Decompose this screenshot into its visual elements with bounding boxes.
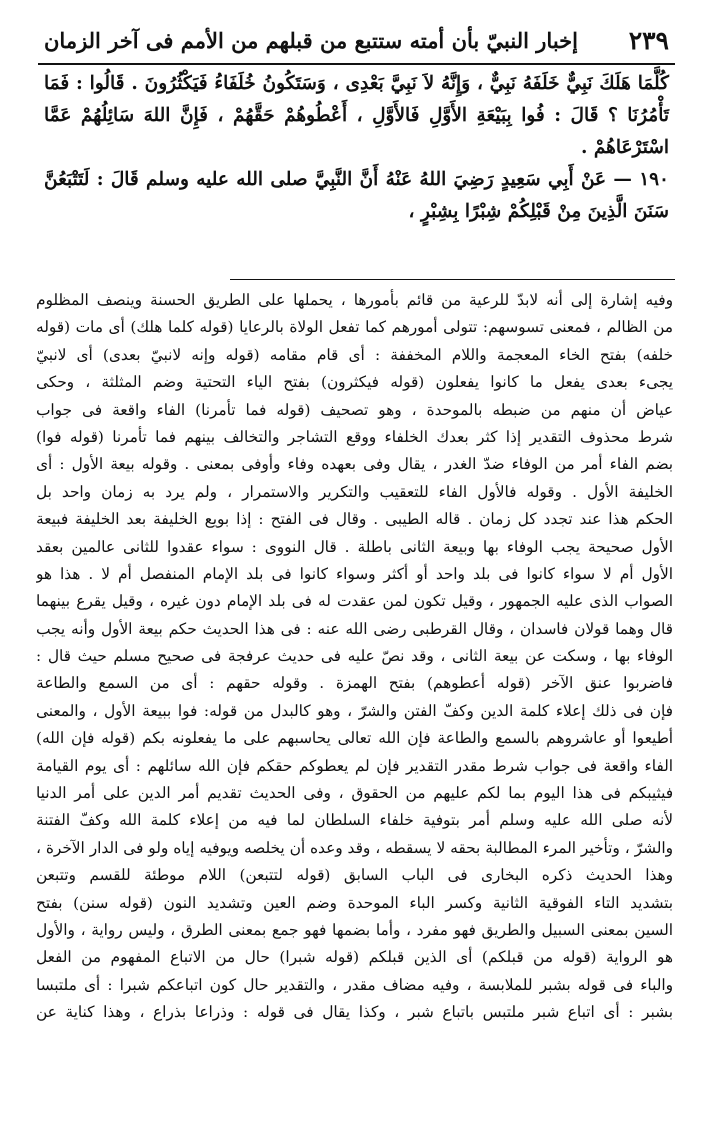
commentary-line: فيثيبكم فى هذا اليوم بما لكم عليهم من الحقوق ، وفى الحديث تقديم أمر الدين على أمر الدنيا (36, 784, 673, 803)
commentary-line: يجىء بعدى يفعل ما كانوا يفعلون (قوله فيكثرون) بفتح الياء التحتية وضم المثلثة ، وحكى (36, 373, 673, 392)
header-rule (38, 63, 675, 65)
commentary-line: الفاء واقعة فى جواب شرط مقدر التقدير فإن لم يعطوكم حقكم فإن الله سائلهم : أى يوم القيامة (36, 756, 673, 775)
commentary-line: عياض أن منهم من ضبطه بالموحدة ، وهو تصحيف (قوله فما تأمرنا) الفاء واقعة فى جواب (36, 400, 673, 419)
commentary-line: خلفه) بفتح الخاء المعجمة واللام المخففة : أى قام مقامه (قوله وإنه لانبيّ بعدى) أى لانبيّ (36, 345, 673, 364)
hadith-paragraph-190: ١٩٠ — عَنْ أَبِي سَعِيدٍ رَضِيَ اللهُ عَنْهُ أَنَّ النَّبِيَّ صلى الله عليه وسلم قَالَ : لَتَتْبَعُنَّ سَنَنَ الَّذِينَ مِنْ قَبْلِكُمْ شِبْرًا بِشِبْرٍ ، (44, 169, 669, 222)
commentary-line: وهذا الحديث ذكره البخارى فى الباب السابق (قوله لتتبعن) اللام موطئة للقسم وتتبعن (36, 866, 673, 885)
commentary-line: فاضربوا عنق الآخر (قوله أعطوهم) بفتح الهمزة . وقوله حقهم : أى من السمع والطاعة (36, 674, 673, 693)
commentary-line: قال وهما قولان فاسدان ، وقال القرطبى رضى الله عنه : فى هذا الحديث حكم بيعة الأول وأنه يجب (36, 619, 673, 638)
commentary-text (36, 287, 673, 1112)
commentary-separator (230, 279, 675, 280)
running-title: إخبار النبيّ بأن أمته ستتبع من قبلهم من الأمم فى آخر الزمان (44, 27, 578, 53)
commentary-line: الصواب الذى عليه الجمهور ، وقيل تكون لمن عقدت له فى بلد الإمام دون غيره ، وقيل يقرع بينهما (36, 592, 673, 611)
page-number: ٢٣٩ (628, 25, 669, 55)
commentary-line: والباء فى قوله بشبر للملابسة ، وفيه مضاف مقدر ، والتقدير حال كون اتباعكم شبرا : أى ملتبسا (36, 975, 673, 994)
commentary-line: الوفاء بها ، وسكت عن بيعة الثانى ، وقد نصّ عليه فى حديث عرفجة فى صحيح مسلم حيث قال : (36, 647, 673, 666)
commentary-line: بشبر : أى اتباع شبر ملتبس باتباع شبر ، وكذا يقال فى قوله : وذراعا بذراع ، وهذا كناية عن (36, 1003, 673, 1022)
hadith-text (44, 68, 669, 268)
commentary-line: الأول أم لا سواء كانوا فى بلد واحد أو أكثر وسواء كانوا فى بلد الإمام المنفصل أم لا . هذا هو (36, 564, 673, 583)
page-header (44, 20, 669, 60)
commentary-line: الخليفة الأول . وقوله فالأول الفاء للتعقيب والتكرير والاستمرار ، ولم يرد به زمان واحد بل (36, 482, 673, 501)
commentary-line: من الظالم ، فمعنى تسوسهم: تتولى أمورهم كما تفعل الولاة بالرعايا (قوله كلما هلك) أى مات (قوله (36, 318, 673, 337)
commentary-line: فإن فى ذلك إعلاء كلمة الدين وكفّ الفتن والشرّ ، وهو كالبدل من قوله: فوا ببيعة الأول ، والمعنى (36, 701, 673, 720)
commentary-line: وفيه إشارة إلى أنه لابدّ للرعية من قائم بأمورها ، يحملها على الطريق الحسنة وينصف المظلوم (36, 291, 673, 309)
commentary-line: السين بمعنى السبيل والطريق فهو مفرد ، وأما بضمها فهو جمع بمعنى الطرق ، وليس رواية ، والأول (36, 920, 673, 939)
commentary-line: الحكم هذا عند تجدد كل زمان . قاله الطيبى . وقال فى الفتح : إذا بويع الخليفة بعد الخليفة فبيعة (36, 510, 673, 529)
commentary-line: الأول صحيحة يجب الوفاء بها وبيعة الثانى باطلة . قال النووى : سواء عقدوا للثانى عالمين بعقد (36, 537, 673, 556)
commentary-line: شرط محذوف التقدير إذا كثر بعدك الخلفاء ووقع التشاجر والتخالف بينهم فما تأمرنا (قوله فوا) (36, 427, 673, 446)
commentary-line: والشرّ ، وتأخير المرء المطالبة بحقه لا يسقطه ، وقد وعده أن يخلصه ويوفيه إياه ولو فى الدار الآخرة ، (36, 838, 673, 857)
commentary-line: بتشديد التاء الفوقية الثانية وكسر الباء الموحدة وضم العين وتشديد النون (قوله سنن) بفتح (36, 893, 673, 912)
commentary-line: لأنه صلى الله عليه وسلم أمر بتوفية خلفاء السلطان لما فيه من إعلاء كلمة الله وكفّ الفتنة (36, 811, 673, 830)
commentary-line: بضم الفاء أمر من الوفاء ضدّ الغدر ، يقال وفى بعهده وفاء وأوفى بمعنى . وقوله بيعة الأول : أى (36, 455, 673, 474)
hadith-paragraph: كُلَّمَا هَلَكَ نَبِيٌّ خَلَفَهُ نَبِيٌّ ، وَإِنَّهُ لاَ نَبِيَّ بَعْدِى ، وَسَتَكُونُ خُلَفَاءُ فَيَكْثُرُونَ . قَالُوا : فَمَا تَأْمُرُنَا ؟ قَالَ : فُوا بِبَيْعَةِ الأَوَّلِ فَالأَوَّلِ ، أَعْطُوهُمْ حَقَّهُمْ ، فَإِنَّ اللهَ سَائِلُهُمْ عَمَّا اسْتَرْعَاهُمْ . (44, 73, 669, 158)
commentary-line: هو الرواية (قوله من قبلكم) أى الذين قبلكم (قوله شبرا) حال من الاتباع المفهوم من الفعل (36, 948, 673, 967)
commentary-line: أطيعوا أو عاشروهم بالسمع والطاعة فإن الله تعالى يحاسبهم على ما يفعلونه بكم (قوله فإن الله) (36, 729, 673, 748)
